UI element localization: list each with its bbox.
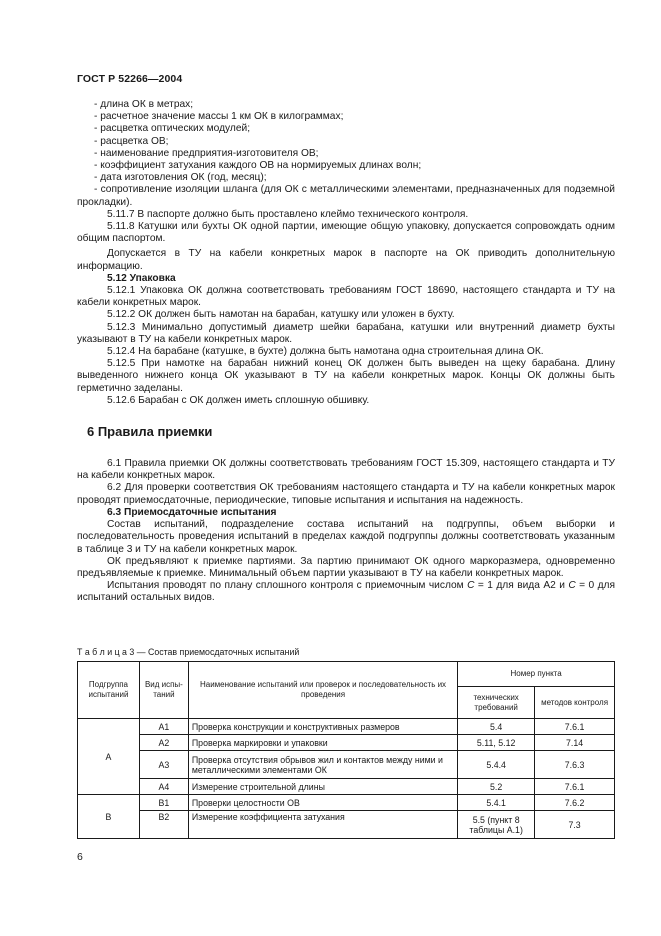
list-item: - длина ОК в метрах; <box>94 99 194 110</box>
req-cell: 5.11, 5.12 <box>458 735 535 751</box>
body-text <box>77 99 615 605</box>
header-subgroup: Подгруппа испытаний <box>78 662 140 719</box>
list-item: - коэффициент затухания каждого ОВ на нормируемых длинах волн; <box>94 160 422 172</box>
paragraph-6-2: 6.2 Для проверки соответствия ОК требованиям настоящего стандарта и ТУ на кабели конкретных марок проводят приемосдаточные, периодические, типовые испытания и испытания на надежность. <box>77 482 615 506</box>
req-cell: 5.4 <box>458 719 535 735</box>
list-item: - сопротивление изоляции шланга (для ОК с металлическими элементами, предназначенных для подземной прокладки). <box>77 184 615 208</box>
paragraph-tests <box>77 580 615 604</box>
acceptance-number-symbol: C <box>467 580 475 592</box>
paragraph-5-12-2: 5.12.2 ОК должен быть намотан на барабан, катушку или уложен в бухту. <box>107 309 455 321</box>
kind-cell: А2 <box>139 735 188 751</box>
name-cell: Проверка отсутствия обрывов жил и контактов между ними и металлическими элементами ОК <box>188 751 457 779</box>
paragraph-tests-pre: Испытания проводят по плану сплошного контроля с приемочным числом <box>107 580 468 592</box>
list-item: - расцветка ОВ; <box>94 135 169 147</box>
group-cell-b: В <box>78 795 140 839</box>
paragraph-parties: ОК предъявляют к приемке партиями. За партию принимают ОК одного маркоразмера, одновременно предъявляемые к приемке. Минимальный объем партии указывают в ТУ на кабели конкретных марок. <box>77 555 615 579</box>
header-requirements: технических требований <box>458 687 535 719</box>
header-item-number: Номер пункта <box>458 662 615 687</box>
method-cell: 7.6.1 <box>535 719 615 735</box>
req-cell: 5.5 (пункт 8 таблицы А.1) <box>458 811 535 839</box>
group-cell-a: А <box>78 719 140 795</box>
name-cell: Проверка маркировки и упаковки <box>188 735 457 751</box>
header-kind: Вид испы-таний <box>139 662 188 719</box>
paragraph-5-11-7: 5.11.7 В паспорте должно быть проставлено клеймо технического контроля. <box>107 208 469 220</box>
table-row <box>78 795 615 811</box>
name-cell: Проверка конструкции и конструктивных размеров <box>188 719 457 735</box>
section-heading-6: 6 Правила приемки <box>87 424 213 440</box>
req-cell: 5.4.4 <box>458 751 535 779</box>
paragraph-5-11-8: 5.11.8 Катушки или бухты ОК одной партии, имеющие общую упаковку, допускается сопровождать одним общим паспортом. <box>77 221 615 245</box>
paragraph-5-12-4: 5.12.4 На барабане (катушке, в бухте) должна быть намотана одна строительная длина ОК. <box>107 346 544 358</box>
table-row <box>78 751 615 779</box>
subsection-heading-6-3: 6.3 Приемосдаточные испытания <box>107 506 277 518</box>
list-item: - расцветка оптических модулей; <box>94 123 251 135</box>
subsection-heading-5-12: 5.12 Упаковка <box>107 272 176 284</box>
kind-cell: В1 <box>139 795 188 811</box>
header-test-name: Наименование испытаний или проверок и последовательность их проведения <box>188 662 457 719</box>
table-row <box>78 811 615 839</box>
req-cell: 5.2 <box>458 779 535 795</box>
method-cell: 7.6.1 <box>535 779 615 795</box>
page-number: 6 <box>77 851 83 863</box>
list-item: - дата изготовления ОК (год, месяц); <box>94 172 267 184</box>
document-header: ГОСТ Р 52266—2004 <box>77 73 183 85</box>
method-cell: 7.14 <box>535 735 615 751</box>
kind-cell: А3 <box>139 751 188 779</box>
acceptance-number-symbol: C <box>568 580 576 592</box>
table-row <box>78 735 615 751</box>
table-caption: Т а б л и ц а 3 — Состав приемосдаточных испытаний <box>77 647 300 657</box>
list-item: - наименование предприятия-изготовителя ОВ; <box>94 147 319 159</box>
table-row <box>78 719 615 735</box>
method-cell: 7.3 <box>535 811 615 839</box>
header-methods: методов контроля <box>535 687 615 719</box>
paragraph-6-1: 6.1 Правила приемки ОК должны соответствовать требованиям ГОСТ 15.309, настоящего стандарта и ТУ на кабели конкретных марок. <box>77 458 615 482</box>
name-cell: Проверки целостности ОВ <box>188 795 457 811</box>
name-cell: Измерение строительной длины <box>188 779 457 795</box>
paragraph-5-12-3: 5.12.3 Минимально допустимый диаметр шейки барабана, катушки или внутренний диаметр бухты указывают в ТУ на кабели конкретных марок. <box>77 321 615 345</box>
paragraph-tests-post: = 0 для испытаний остальных видов. <box>77 580 616 604</box>
paragraph-allowed: Допускается в ТУ на кабели конкретных марок в паспорте на ОК приводить дополнительную информацию. <box>77 248 615 272</box>
table-row <box>78 779 615 795</box>
req-cell: 5.4.1 <box>458 795 535 811</box>
method-cell: 7.6.3 <box>535 751 615 779</box>
method-cell: 7.6.2 <box>535 795 615 811</box>
kind-cell: В2 <box>139 811 188 839</box>
name-cell: Измерение коэффициента затухания <box>188 811 457 839</box>
paragraph-tests-mid: = 1 для вида А2 и <box>474 580 569 592</box>
kind-cell: А1 <box>139 719 188 735</box>
paragraph-composition: Состав испытаний, подразделение состава испытаний на подгруппы, объем выборки и последовательность проведения испытаний в пределах каждой подгруппы должны соответствовать указанным в таблице 3 и ТУ на кабели конкретных марок. <box>77 519 615 555</box>
paragraph-5-12-1: 5.12.1 Упаковка ОК должна соответствовать требованиям ГОСТ 18690, настоящего стандарта и ТУ на кабели конкретных марок. <box>77 285 615 309</box>
list-item: - расчетное значение массы 1 км ОК в килограммах; <box>94 111 344 123</box>
paragraph-5-12-5: 5.12.5 При намотке на барабан нижний конец ОК должен быть выведен на щеку барабана. Длину выведенного нижнего конца ОК указывают в ТУ на кабели конкретных марок. Концы ОК должны быть герметично заделаны. <box>77 358 615 394</box>
acceptance-tests-table <box>77 661 615 839</box>
kind-cell: А4 <box>139 779 188 795</box>
paragraph-5-12-6: 5.12.6 Барабан с ОК должен иметь сплошную обшивку. <box>107 394 370 406</box>
